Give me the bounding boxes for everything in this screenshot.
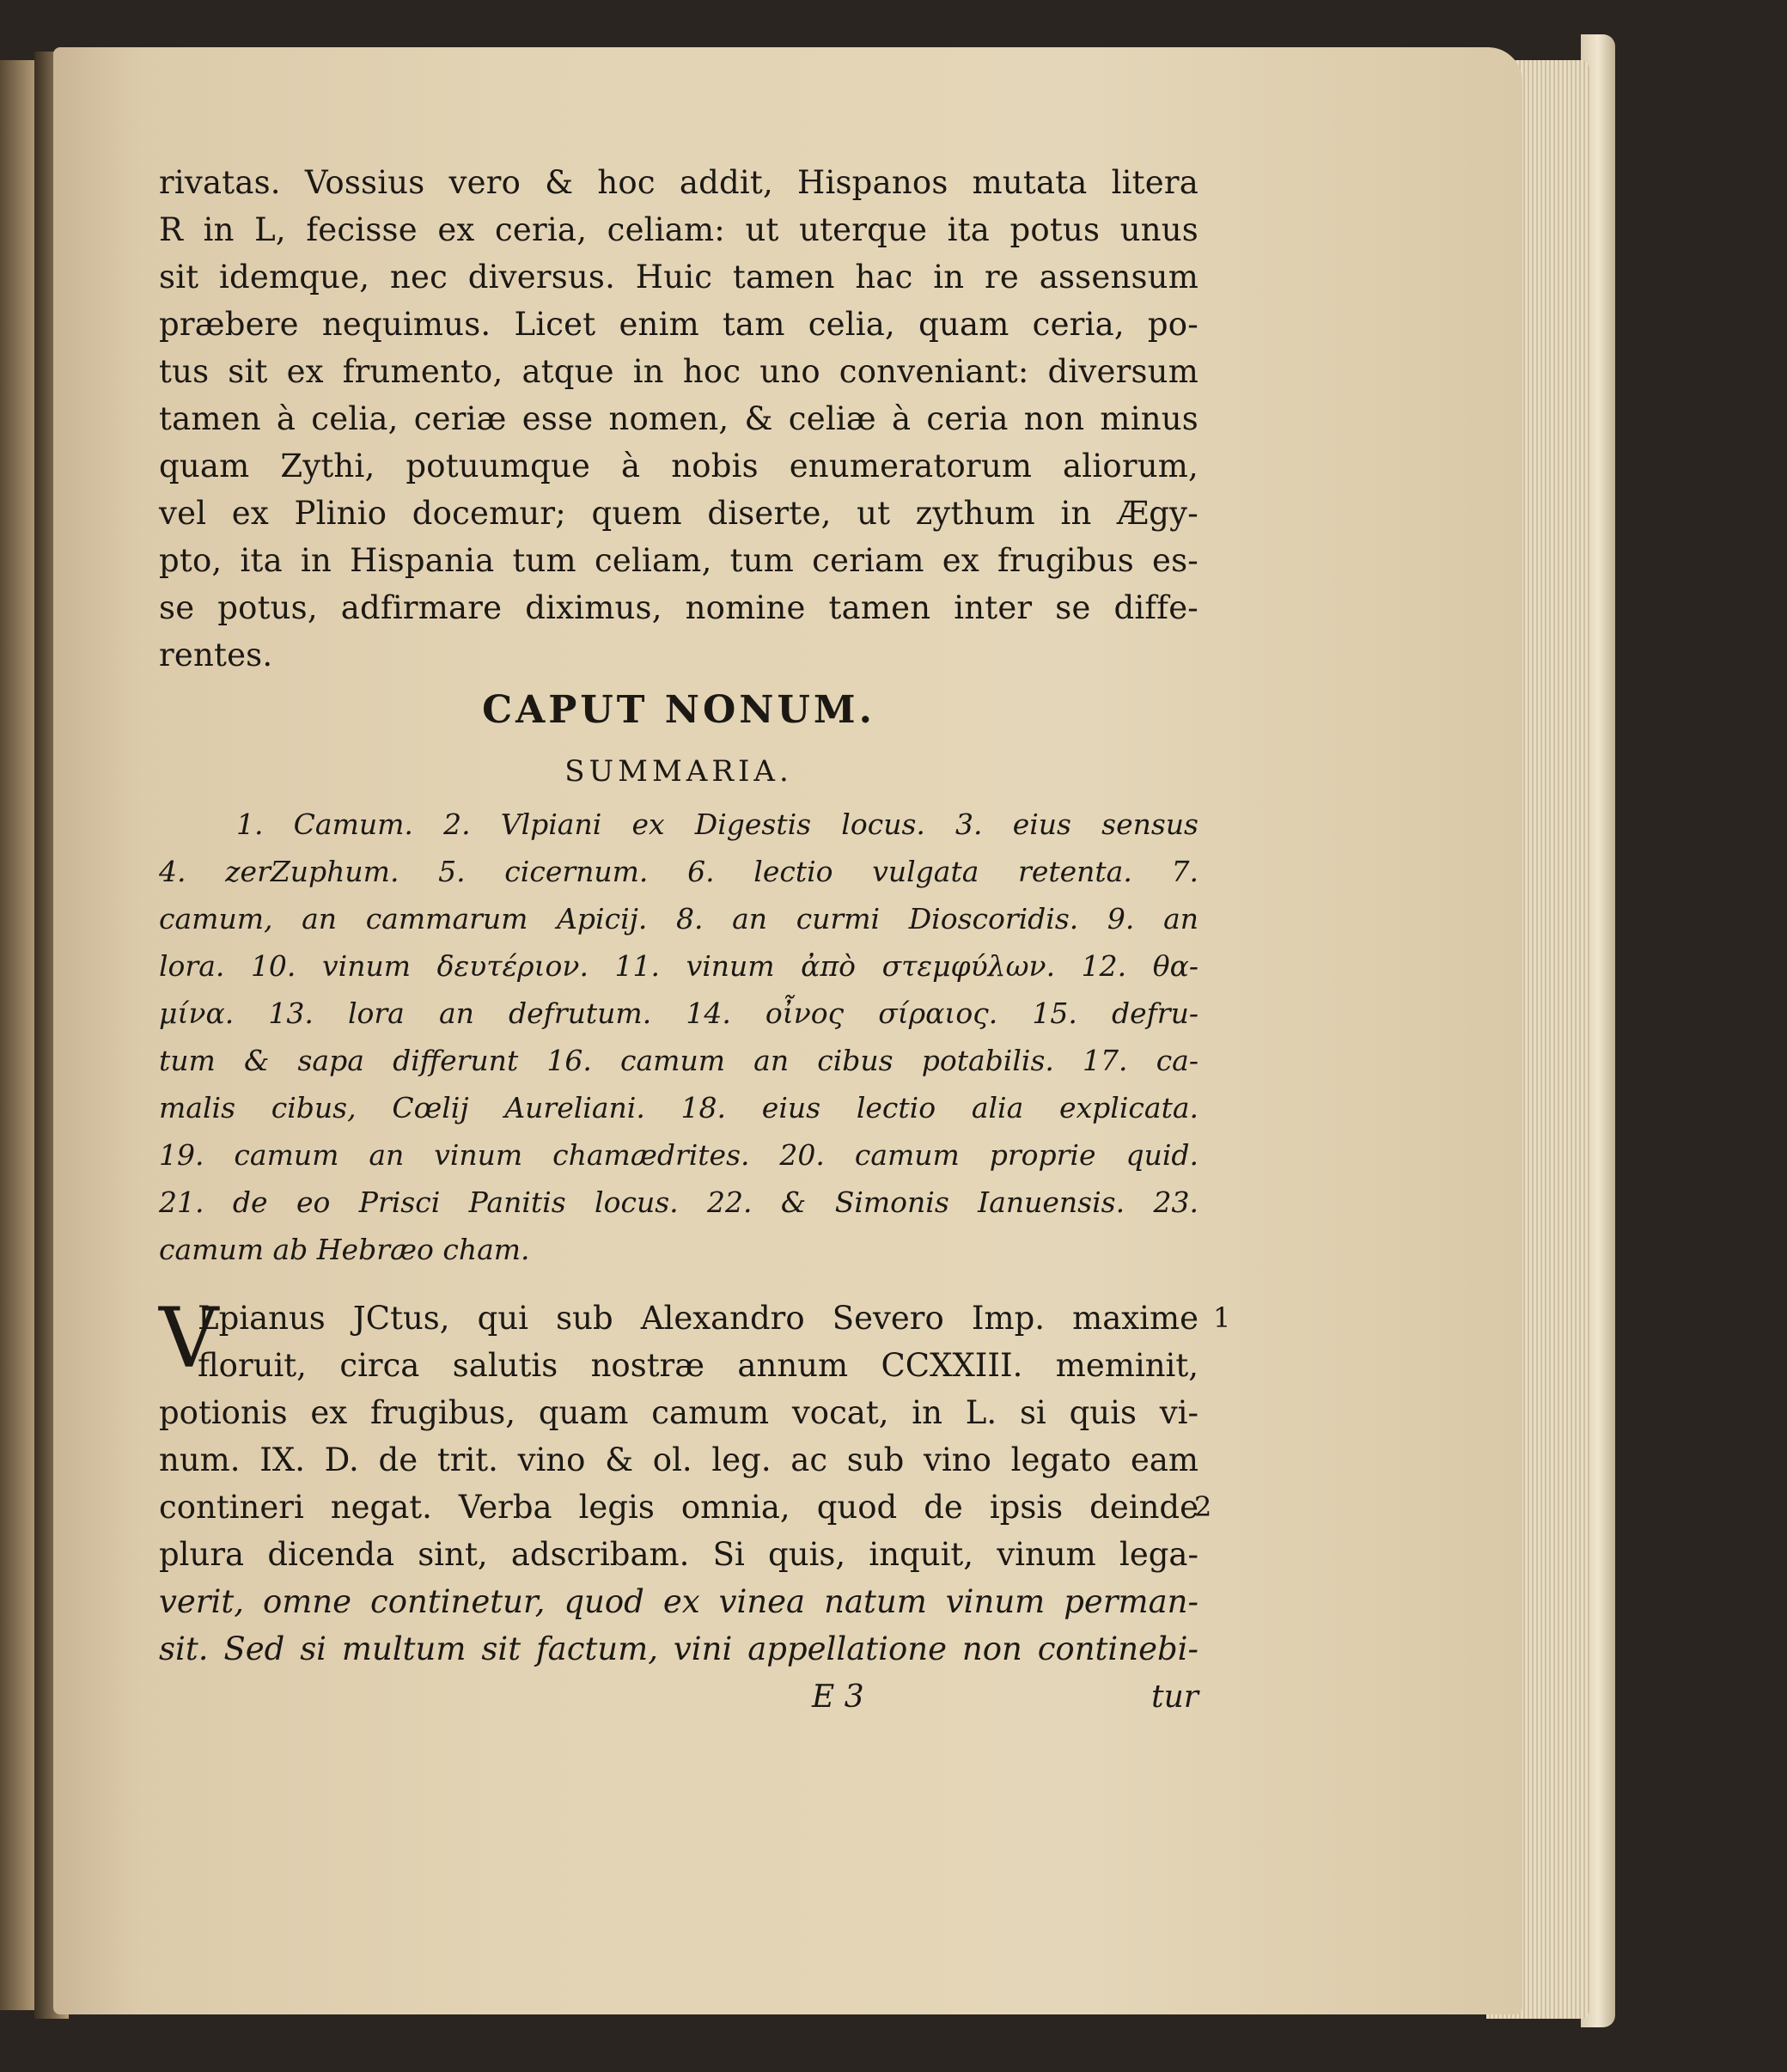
text-line: R in L, fecisse ex ceria, celiam: ut uterque ita potus unus (159, 211, 1198, 248)
text-line: se potus, adfirmare diximus, nomine tamen inter se diffe- (159, 589, 1198, 626)
summary-line: 19. camum an vinum chamædrites. 20. camum proprie quid. (159, 1138, 1198, 1172)
summary-line: camum ab Hebræo cham. (159, 1233, 530, 1266)
drop-cap: V (159, 1290, 219, 1386)
summary-line: lora. 10. vinum δευτέριον. 11. vinum ἀπὸ στεμφύλων. 12. θα- (159, 949, 1198, 983)
text-line: vel ex Plinio docemur; quem diserte, ut zythum in Ægy- (159, 495, 1198, 532)
catchword: tur (1151, 1679, 1198, 1715)
summary-line: malis cibus, Cœlij Aureliani. 18. eius lectio alia explicata. (159, 1091, 1198, 1124)
text-line: pto, ita in Hispania tum celiam, tum ceriam ex frugibus es- (159, 542, 1198, 579)
body-line: verit, omne continetur, quod ex vinea natum vinum perman- (159, 1583, 1198, 1620)
body-line: contineri negat. Verba legis omnia, quod de ipsis deinde (159, 1489, 1198, 1526)
body-line: Lpianus JCtus, qui sub Alexandro Severo Imp. maxime (198, 1300, 1198, 1337)
summary-line: 21. de eo Prisci Panitis locus. 22. & Simonis Ianuensis. 23. (159, 1185, 1198, 1219)
body-line: plura dicenda sint, adscribam. Si quis, inquit, vinum lega- (159, 1536, 1198, 1573)
summary-line: 1. Camum. 2. Vlpiani ex Digestis locus. 3. eius sensus (236, 807, 1198, 841)
text-line: rentes. (159, 637, 273, 673)
body-line: floruit, circa salutis nostræ annum CCXXIII. meminit, (198, 1347, 1198, 1384)
text-line: quam Zythi, potuumque à nobis enumeratorum aliorum, (159, 448, 1198, 484)
signature-mark: E 3 (812, 1679, 864, 1715)
margin-number: 2 (1194, 1490, 1212, 1523)
chapter-title: CAPUT NONUM. (482, 688, 875, 732)
summary-line: camum, an cammarum Apicij. 8. an curmi Dioscoridis. 9. an (159, 902, 1198, 935)
summary-title: SUMMARIA. (564, 754, 793, 789)
body-line: sit. Sed si multum sit factum, vini appellatione non continebi- (159, 1630, 1198, 1667)
summary-line: 4. zerZuphum. 5. cicernum. 6. lectio vulgata retenta. 7. (159, 855, 1198, 888)
body-line: potionis ex frugibus, quam camum vocat, in L. si quis vi- (159, 1394, 1198, 1431)
text-line: præbere nequimus. Licet enim tam celia, quam ceria, po- (159, 306, 1198, 343)
body-line: num. IX. D. de trit. vino & ol. leg. ac sub vino legato eam (159, 1441, 1198, 1478)
summary-line: tum & sapa differunt 16. camum an cibus potabilis. 17. ca- (159, 1044, 1198, 1077)
margin-number: 1 (1213, 1301, 1231, 1334)
summary-line: μίνα. 13. lora an defrutum. 14. οἶνος σίραιος. 15. defru- (159, 996, 1198, 1030)
text-line: tamen à celia, ceriæ esse nomen, & celiæ à ceria non minus (159, 400, 1198, 437)
text-line: tus sit ex frumento, atque in hoc uno conveniant: diversum (159, 353, 1198, 390)
page-footer (159, 1679, 1198, 1727)
page-text (159, 159, 1198, 1673)
text-line: sit idemque, nec diversus. Huic tamen hac in re assensum (159, 259, 1198, 296)
text-line: rivatas. Vossius vero & hoc addit, Hispanos mutata litera (159, 164, 1198, 201)
